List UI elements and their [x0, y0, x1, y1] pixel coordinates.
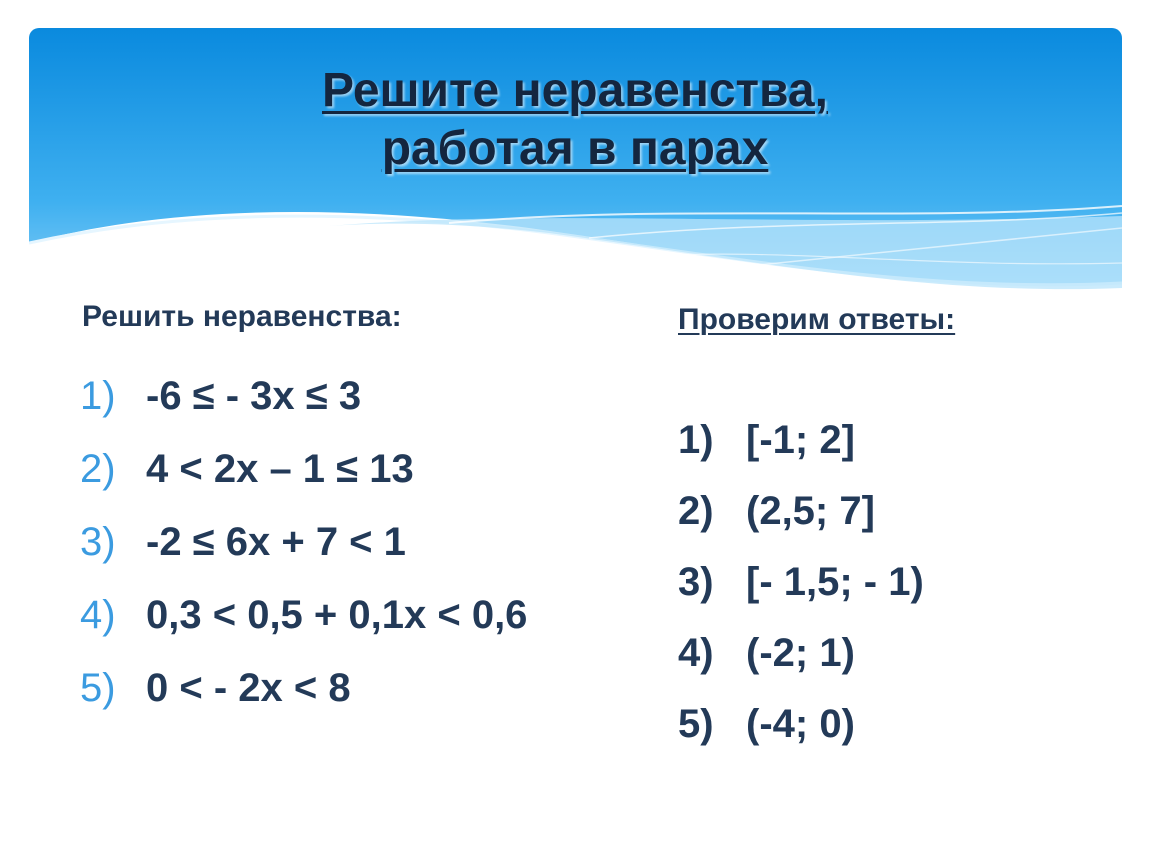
list-item-number: 3): [678, 560, 714, 604]
answer-interval: [- 1,5; - 1): [746, 560, 924, 604]
list-item-number: 4): [678, 631, 714, 675]
answers-heading: Проверим ответы:: [678, 303, 956, 336]
inequality-text: 0 < - 2х < 8: [146, 666, 351, 710]
tasks-list: [80, 360, 527, 725]
list-item-number: 4): [80, 593, 116, 637]
list-item-number: 5): [80, 666, 116, 710]
list-item: [678, 689, 924, 760]
list-item: [80, 506, 527, 579]
answer-interval: (-2; 1): [746, 631, 855, 675]
list-item: [80, 652, 527, 725]
answer-interval: (-4; 0): [746, 702, 855, 746]
list-item: [678, 405, 924, 476]
answer-interval: (2,5; 7]: [746, 489, 875, 533]
list-item-number: 5): [678, 702, 714, 746]
list-item: [678, 476, 924, 547]
list-item-number: 2): [678, 489, 714, 533]
list-item: [678, 547, 924, 618]
slide-title: [0, 62, 1150, 178]
list-item: [80, 579, 527, 652]
list-item-number: 3): [80, 520, 116, 564]
inequality-text: 4 < 2х – 1 ≤ 13: [146, 447, 414, 491]
answer-interval: [-1; 2]: [746, 418, 855, 462]
inequality-text: -6 ≤ - 3х ≤ 3: [146, 374, 362, 418]
list-item: [80, 360, 527, 433]
list-item-number: 1): [678, 418, 714, 462]
inequality-text: -2 ≤ 6х + 7 < 1: [146, 520, 406, 564]
tasks-heading: Решить неравенства:: [82, 300, 402, 333]
list-item: [678, 618, 924, 689]
slide-title-line-1: Решите неравенства,: [322, 64, 828, 117]
slide-title-line-2: работая в парах: [381, 122, 769, 175]
answers-list: [678, 405, 924, 760]
list-item: [80, 433, 527, 506]
list-item-number: 1): [80, 374, 116, 418]
inequality-text: 0,3 < 0,5 + 0,1х < 0,6: [146, 593, 528, 637]
list-item-number: 2): [80, 447, 116, 491]
